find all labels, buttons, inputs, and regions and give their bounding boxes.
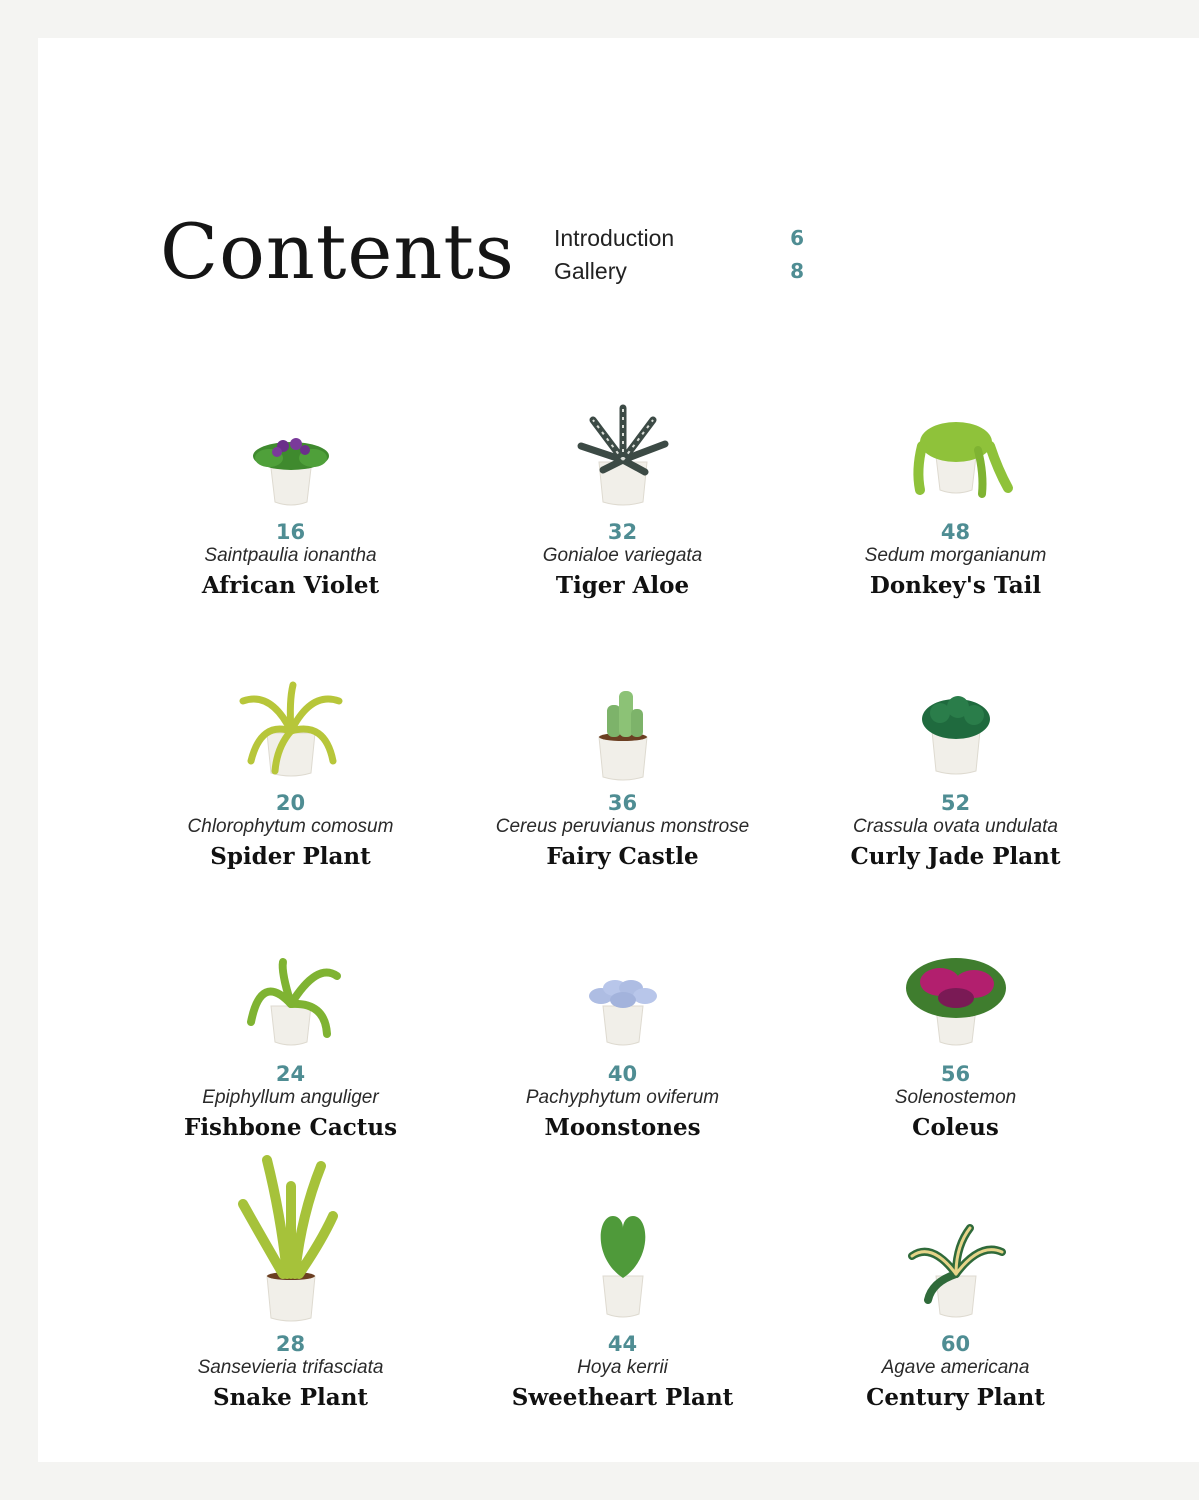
entry-common-name: Fishbone Cactus [183,1114,398,1141]
entry-fairy-castle[interactable] [456,661,789,875]
entry-page-number: 28 [275,1332,306,1356]
front-matter-page: 8 [790,259,804,283]
fairy-castle-icon [553,661,693,791]
entry-latin-name: Saintpaulia ionantha [204,545,377,566]
front-matter-item[interactable] [554,255,804,288]
front-matter-item[interactable] [554,222,804,255]
curly-jade-plant-icon [886,661,1026,791]
entry-page-number: 48 [940,520,971,544]
century-plant-icon [886,1202,1026,1332]
entry-latin-name: Gonialoe variegata [542,545,703,566]
entry-page-number: 40 [607,1062,638,1086]
moonstones-icon [553,932,693,1062]
front-matter-list [554,222,804,288]
entry-latin-name: Agave americana [881,1357,1030,1378]
entry-page-number: 60 [940,1332,971,1356]
entry-common-name: Moonstones [544,1114,701,1141]
entry-sweetheart-plant[interactable] [456,1202,789,1416]
coleus-icon [886,932,1026,1062]
front-matter-page: 6 [790,226,804,250]
entry-common-name: African Violet [201,572,380,599]
entry-page-number: 36 [607,791,638,815]
entry-african-violet[interactable] [124,390,457,604]
entry-century-plant[interactable] [789,1202,1122,1416]
entry-latin-name: Cereus peruvianus monstrose [495,816,750,837]
entry-spider-plant[interactable] [124,661,457,875]
donkeys-tail-icon [886,390,1026,520]
entry-curly-jade-plant[interactable] [789,661,1122,875]
entry-moonstones[interactable] [456,932,789,1146]
entry-fishbone-cactus[interactable] [124,932,457,1146]
entry-common-name: Sweetheart Plant [511,1384,734,1411]
entry-coleus[interactable] [789,932,1122,1146]
entry-page-number: 32 [607,520,638,544]
entry-common-name: Fairy Castle [546,843,699,870]
entry-latin-name: Sansevieria trifasciata [197,1357,384,1378]
entry-page-number: 56 [940,1062,971,1086]
entry-common-name: Donkey's Tail [869,572,1042,599]
contents-page [38,38,1199,1462]
african-violet-icon [221,390,361,520]
front-matter-label: Introduction [554,225,675,251]
page-title: Contents [160,207,515,296]
front-matter-label: Gallery [554,258,627,284]
entry-page-number: 52 [940,791,971,815]
entry-page-number: 16 [275,520,306,544]
entry-common-name: Curly Jade Plant [850,843,1061,870]
entry-page-number: 20 [275,791,306,815]
sweetheart-plant-icon [553,1202,693,1332]
entry-snake-plant[interactable] [124,1146,457,1416]
entry-latin-name: Pachyphytum oviferum [525,1087,720,1108]
entry-latin-name: Crassula ovata undulata [853,816,1058,837]
entry-common-name: Tiger Aloe [555,572,690,599]
entry-donkeys-tail[interactable] [789,390,1122,604]
entry-page-number: 44 [607,1332,638,1356]
snake-plant-icon [221,1146,361,1332]
entry-common-name: Snake Plant [212,1384,369,1411]
entry-tiger-aloe[interactable] [456,390,789,604]
entry-common-name: Coleus [912,1114,999,1141]
fishbone-cactus-icon [221,932,361,1062]
tiger-aloe-icon [553,390,693,520]
entry-latin-name: Epiphyllum anguliger [202,1087,379,1108]
entry-latin-name: Solenostemon [894,1087,1017,1108]
entry-common-name: Century Plant [866,1384,1045,1411]
entry-latin-name: Chlorophytum comosum [187,816,394,837]
spider-plant-icon [221,661,361,791]
entry-latin-name: Hoya kerrii [577,1357,668,1378]
entry-latin-name: Sedum morganianum [864,545,1047,566]
entry-common-name: Spider Plant [210,843,371,870]
entry-page-number: 24 [275,1062,306,1086]
